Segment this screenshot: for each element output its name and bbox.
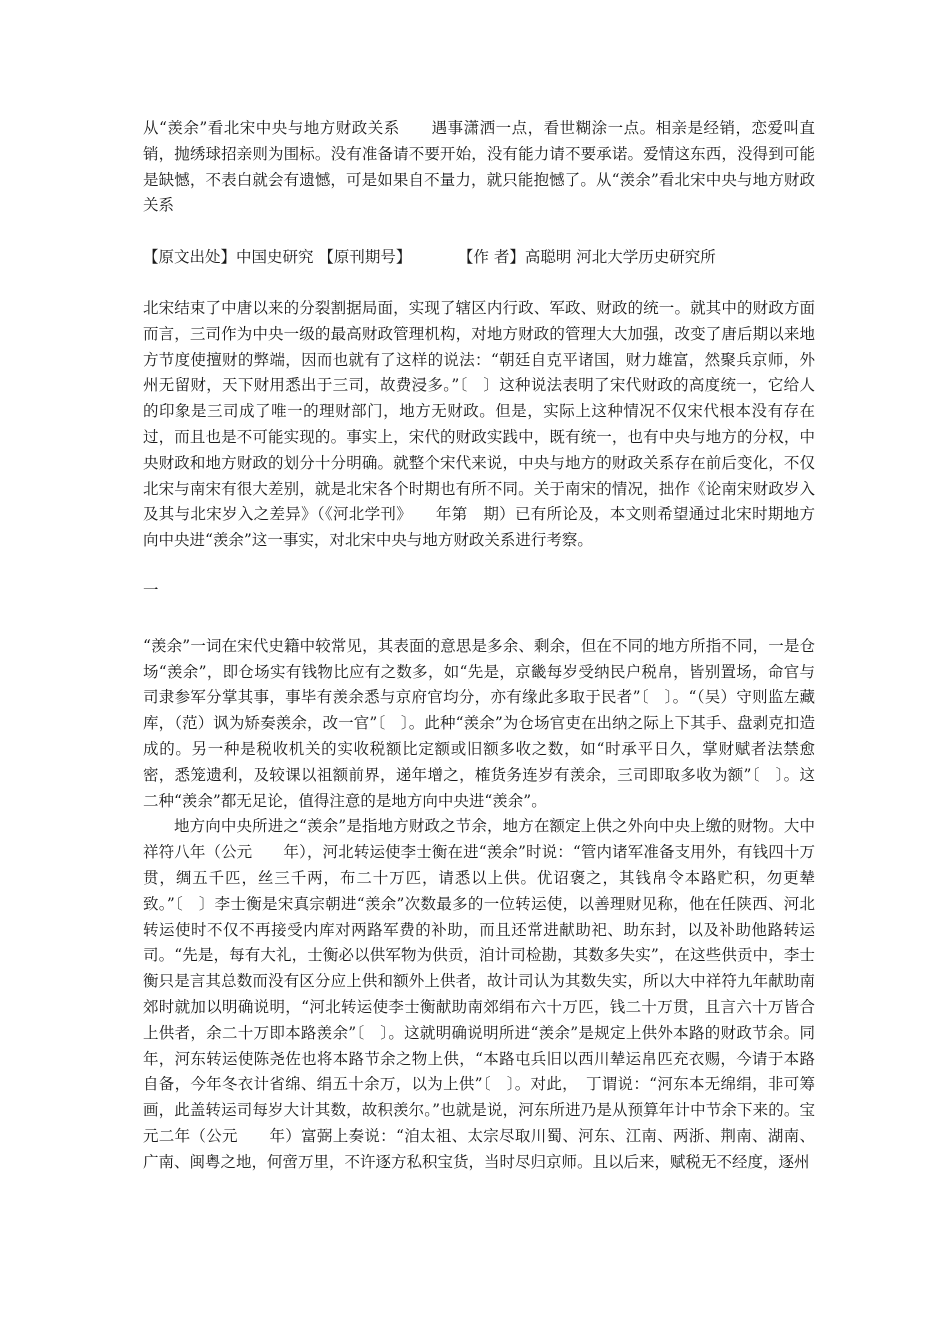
intro-paragraph: 北宋结束了中唐以来的分裂割据局面，实现了辖区内行政、军政、财政的统一。就其中的财政方面而言，三司作为中央一级的最高财政管理机构，对地方财政的管理大大加强，改变了唐后期以来地方节度使擅财的弊端，因而也就有了这样的说法：“朝廷自克平诸国，财力雄富，然聚兵京师，外州无留财，天下财用悉出于三司，故费浸多。”〔 〕这种说法表明了宋代财政的高度统一，它给人的印象是三司成了唯一的理财部门，地方无财政。但是，实际上这种情况不仅宋代根本没有存在过，而且也是不可能实现的。事实上，宋代的财政实践中，既有统一，也有中央与地方的分权，中央财政和地方财政的划分十分明确。就整个宋代来说，中央与地方的财政关系存在前后变化，不仅北宋与南宋有很大差别，就是北宋各个时期也有所不同。关于南宋的情况，拙作《论南宋财政岁入及其与北宋岁入之差异》（《河北学刊》 年第 期）已有所论及，本文则希望通过北宋时期地方向中央进“羡余”这一事实，对北宋中央与地方财政关系进行考察。 [143,298,815,550]
section-number: 一 [143,580,159,599]
document-page [143,116,815,1175]
body-paragraph-2: 地方向中央所进之“羡余”是指地方财政之节余，地方在额定上供之外向中央上缴的财物。大中祥符八年（公元 年），河北转运使李士衡在进“羡余”时说：“管内诸军准备支用外，有钱四十万贯，绸五千匹，丝三千两，布二十万匹，请悉以上供。优诏褒之，其钱帛令本路贮积，勿更辇致。”〔 〕李士衡是宋真宗朝进“羡余”次数最多的一位转运使，以善理财见称，他在任陕西、河北转运使时不仅不再接受内库对两路军费的补助，而且还常进献助祀、助东封，以及补助他路转运司。“先是，每有大礼，士衡必以供军物为供贡，洎计司检勘，其数多失实”，在这些供贡中，李士衡只是言其总数而没有区分应上供和额外上供者，故计司认为其数失实，所以大中祥符九年献助南郊时就加以明确说明，“河北转运使李士衡献助南郊绢布六十万匹，钱二十万贯，且言六十万皆合上供者，余二十万即本路羡余”〔 〕。这就明确说明所进“羡余”是规定上供外本路的财政节余。同年，河东转运使陈尧佐也将本路节余之物上供，“本路屯兵旧以西川辇运帛匹充衣赐，今请于本路自备，今年冬衣计省绵、绢五十余万，以为上供”〔 〕。对此， 丁谓说：“河东本无绵绢，非可筹画，此盖转运司每岁大计其数，故积羡尔。”也就是说，河东所进乃是从预算年计中节余下来的。宝元二年（公元 年）富弼上奏说：“洎太祖、太宗尽取川蜀、河东、江南、两浙、荆南、湖南、广南、闽粤之地，何啻万里，不许逐方私积宝货，当时尽归京师。且以后来，赋税无不经度，逐州 [143,817,815,1171]
source-line: 【原文出处】中国史研究 【原刊期号】 【作 者】高聪明 河北大学历史研究所 [143,248,716,267]
header-paragraph: 从“羡余”看北宋中央与地方财政关系 遇事潇洒一点，看世糊涂一点。相亲是经销，恋爱叫直销，抛绣球招亲则为围标。没有准备请不要开始，没有能力请不要承诺。爱情这东西，没得到可能是缺憾，不表白就会有遗憾，可是如果自不量力，就只能抱憾了。从“羡余”看北宋中央与地方财政关系 [143,119,815,215]
body-paragraph-1: “羡余”一词在宋代史籍中较常见，其表面的意思是多余、剩余，但在不同的地方所指不同，一是仓场“羡余”，即仓场实有钱物比应有之数多，如“先是，京畿每岁受纳民户税帛，皆别置场，命官与司隶参军分掌其事，事毕有羡余悉与京府官均分，亦有缘此多取于民者”〔 〕。“（吴）守则监左藏库，（范）讽为矫奏羡余，改一官”〔 〕。此种“羡余”为仓场官吏在出纳之际上下其手、盘剥克扣造成的。另一种是税收机关的实收税额比定额或旧额多收之数，如“时承平日久，掌财赋者法禁愈密，悉笼遗利，及较课以祖额前界，递年增之，榷货务连岁有羡余，三司即取多收为额”〔 〕。这二种“羡余”都无足论，值得注意的是地方向中央进“羡余”。 [143,636,815,810]
